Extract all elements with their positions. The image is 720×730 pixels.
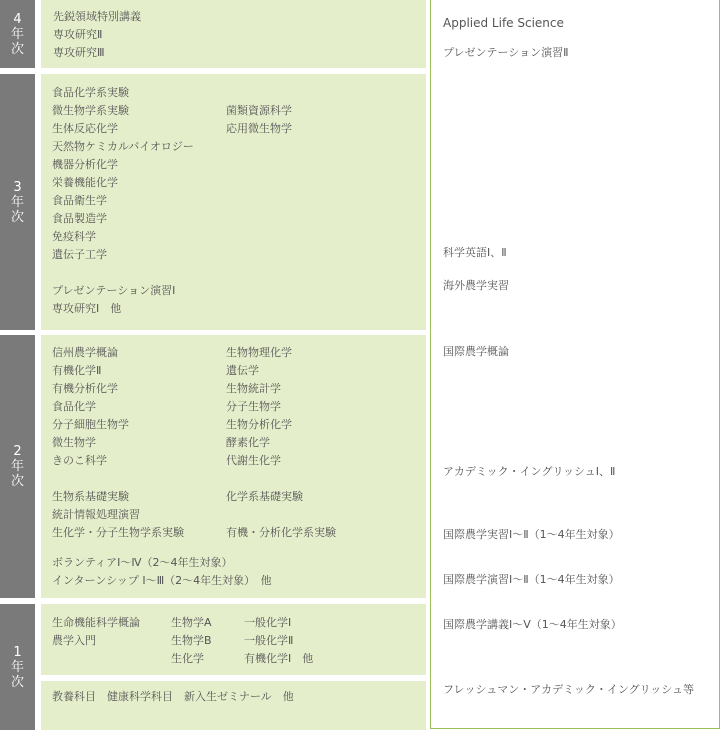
course-item: 有機化学Ⅱ xyxy=(52,364,102,377)
year-char: 年 xyxy=(10,26,24,42)
course-item: 生体反応化学 xyxy=(52,122,118,135)
course-item: 国際農学演習Ⅰ〜Ⅱ（1〜4年生対象） xyxy=(443,573,620,586)
course-item: 天然物ケミカルバイオロジー xyxy=(52,140,194,153)
course-item: 生物統計学 xyxy=(226,382,281,395)
course-item: フレッシュマン・アカデミック・イングリッシュ等 xyxy=(443,683,695,696)
course-item: 一般化学Ⅰ xyxy=(244,616,292,629)
course-item: 生物系基礎実験 xyxy=(52,490,129,503)
course-item: 食品衛生学 xyxy=(52,194,107,207)
course-item: 化学系基礎実験 xyxy=(226,490,303,503)
course-item: 微生物学系実験 xyxy=(52,104,129,117)
year-number: 1 xyxy=(13,644,22,660)
course-item: 栄養機能化学 xyxy=(52,176,118,189)
year-4-panel xyxy=(41,0,426,68)
course-item: プレゼンテーション演習Ⅱ xyxy=(443,46,569,59)
course-item: 分子細胞生物学 xyxy=(52,418,129,431)
course-item: 機器分析化学 xyxy=(52,158,118,171)
course-item: 統計情報処理演習 xyxy=(52,508,140,521)
course-item: 生化学 xyxy=(171,652,204,665)
course-item: 国際農学概論 xyxy=(443,345,509,358)
course-item: 食品化学 xyxy=(52,400,96,413)
year-char: 年 xyxy=(10,459,24,474)
year-1-label xyxy=(0,604,35,730)
program-title: Applied Life Science xyxy=(443,16,564,30)
course-item: 有機分析化学 xyxy=(52,382,118,395)
course-item: 遺伝子工学 xyxy=(52,248,107,261)
year-number: 4 xyxy=(13,11,22,27)
course-item: 教養科目 健康科学科目 新入生ゼミナール 他 xyxy=(52,690,294,703)
course-item: 専攻研究Ⅰ 他 xyxy=(52,302,122,315)
course-item: 専攻研究Ⅲ xyxy=(53,46,105,59)
course-item: 微生物学 xyxy=(52,436,96,449)
year-char: 年 xyxy=(10,194,24,210)
course-item: 免疫科学 xyxy=(52,230,96,243)
course-item: きのこ科学 xyxy=(52,454,107,467)
course-item: 国際農学講義Ⅰ〜Ⅴ（1〜4年生対象） xyxy=(443,618,622,631)
course-item: 国際農学実習Ⅰ〜Ⅱ（1〜4年生対象） xyxy=(443,528,620,541)
course-item: 応用微生物学 xyxy=(226,122,292,135)
year-number: 2 xyxy=(13,444,22,459)
year-suffix: 次 xyxy=(10,41,24,57)
course-item: アカデミック・イングリッシュⅠ、Ⅱ xyxy=(443,465,616,478)
year-1-general-panel xyxy=(41,681,426,730)
course-item: 食品化学系実験 xyxy=(52,86,129,99)
course-item: インターンシップ Ⅰ〜Ⅲ（2〜4年生対象） 他 xyxy=(52,574,272,587)
course-item: 海外農学実習 xyxy=(443,279,509,292)
year-suffix: 次 xyxy=(10,674,24,690)
course-item: 有機化学Ⅰ 他 xyxy=(244,652,314,665)
course-item: 遺伝学 xyxy=(226,364,259,377)
course-item: 代謝生化学 xyxy=(226,454,281,467)
course-item: 生命機能科学概論 xyxy=(52,616,140,629)
course-item: プレゼンテーション演習Ⅰ xyxy=(52,284,176,297)
course-item: 生物分析化学 xyxy=(226,418,292,431)
course-item: 先鋭領域特別講義 xyxy=(53,10,141,23)
course-item: 生物学A xyxy=(171,616,212,629)
year-number: 3 xyxy=(13,179,22,195)
year-3-label xyxy=(0,74,35,330)
course-item: 生物学B xyxy=(171,634,212,647)
course-item: 科学英語Ⅰ、Ⅱ xyxy=(443,246,507,259)
course-item: 分子生物学 xyxy=(226,400,281,413)
course-item: 菌類資源科学 xyxy=(226,104,292,117)
course-item: 生化学・分子生物学系実験 xyxy=(52,526,184,539)
year-1-panel xyxy=(41,604,426,675)
course-item: 信州農学概論 xyxy=(52,346,118,359)
course-item: 生物物理化学 xyxy=(226,346,292,359)
year-4-label xyxy=(0,0,35,68)
course-item: 農学入門 xyxy=(52,634,96,647)
course-item: 有機・分析化学系実験 xyxy=(226,526,336,539)
course-item: 一般化学Ⅱ xyxy=(244,634,294,647)
course-item: 酵素化学 xyxy=(226,436,270,449)
course-item: 専攻研究Ⅱ xyxy=(53,28,103,41)
year-2-label xyxy=(0,335,35,598)
year-2-panel xyxy=(41,335,426,598)
year-suffix: 次 xyxy=(10,209,24,225)
year-suffix: 次 xyxy=(10,474,24,489)
course-item: ボランティアⅠ〜Ⅳ（2〜4年生対象） xyxy=(52,556,233,569)
year-3-panel xyxy=(41,74,426,330)
international-program-panel xyxy=(430,0,720,729)
year-char: 年 xyxy=(10,659,24,675)
course-item: 食品製造学 xyxy=(52,212,107,225)
